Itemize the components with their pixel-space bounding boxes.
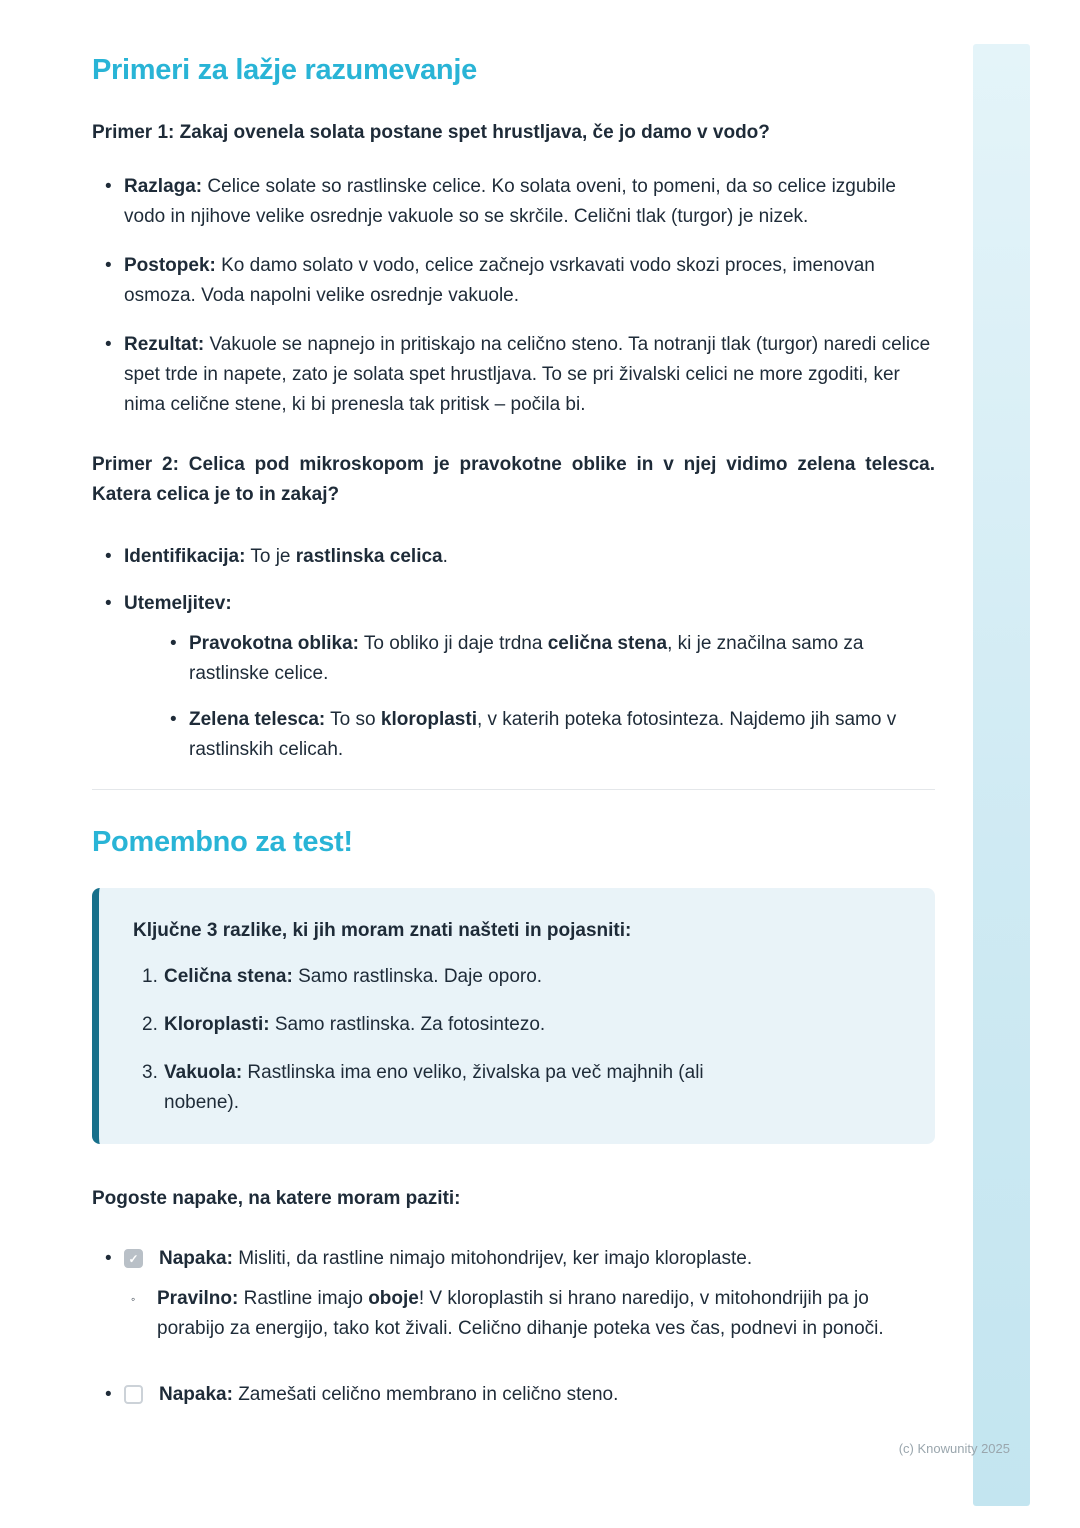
page-content xyxy=(92,0,935,1410)
mistake-text: Napaka: Zamešati celično membrano in celično steno. xyxy=(159,1384,619,1405)
list-item-text: Identifikacija: To je rastlinska celica. xyxy=(124,546,448,567)
example1-list xyxy=(92,172,935,420)
nested-list xyxy=(124,629,935,765)
footer-credit: (c) Knowunity 2025 xyxy=(898,1441,1010,1456)
list-item-text: Kloroplasti: Samo rastlinska. Za fotosintezo. xyxy=(164,1014,546,1035)
common-mistakes-heading: Pogoste napake, na katere moram paziti: xyxy=(92,1188,461,1209)
list-item-text: Zelena telesca: To so kloroplasti, v katerih poteka fotosinteza. Najdemo jih samo v rastlinskih celicah. xyxy=(189,709,897,760)
list-item xyxy=(92,172,935,232)
list-item-text: Rezultat: Vakuole se napnejo in pritiskajo na celično steno. Ta notranji tlak (turgor) naredi celice spet trde in napete, zato je solata spet hrustljava. To se pri živalski celici ne more zgoditi, ker nima celične stene, ki bi prenesla tak pritisk – počila bi. xyxy=(124,334,931,415)
list-item-text: Utemeljitev: xyxy=(124,593,232,614)
list-item-body xyxy=(124,589,935,765)
bullet-icon: • xyxy=(170,709,177,730)
nested-list-item xyxy=(157,705,935,765)
list-number: 2. xyxy=(142,1014,158,1035)
correction-row xyxy=(92,1284,935,1344)
list-number: 3. xyxy=(142,1062,158,1083)
bullet-icon: • xyxy=(105,1248,112,1269)
mistake-row xyxy=(92,1244,935,1274)
key-differences-callout xyxy=(92,888,935,1144)
mistake-row xyxy=(92,1380,935,1410)
example1-question: Primer 1: Zakaj ovenela solata postane spet hrustljava, če jo damo v vodo? xyxy=(92,122,770,143)
list-item-text: Pravokotna oblika: To obliko ji daje trdna celična stena, ki je značilna samo za rastlinske celice. xyxy=(189,633,864,684)
list-item xyxy=(92,330,935,420)
list-item xyxy=(92,251,935,311)
circle-bullet-icon: ◦ xyxy=(131,1292,136,1306)
bullet-icon: • xyxy=(105,334,112,355)
list-item-text: Vakuola: Rastlinska ima eno veliko, živalska pa več majhnih (ali nobene). xyxy=(164,1062,704,1113)
mistake-item xyxy=(92,1244,935,1344)
decorative-side-stripe xyxy=(973,44,1030,1506)
mistake-item xyxy=(92,1380,935,1410)
example2-question: Primer 2: Celica pod mikroskopom je pravokotne oblike in v njej vidimo zelena telesca. Katera celica je to in zakaj? xyxy=(92,454,935,505)
bullet-icon: • xyxy=(170,633,177,654)
correction-text: Pravilno: Rastline imajo oboje! V kloroplastih si hrano naredijo, v mitohondrijih pa jo porabijo za energijo, tako kot živali. Celično dihanje poteka ves čas, podnevi in ponoči. xyxy=(157,1288,884,1339)
mistakes-list xyxy=(92,1244,935,1410)
section-divider xyxy=(92,789,935,790)
nested-list-item xyxy=(157,629,935,689)
mistake-text: Napaka: Misliti, da rastline nimajo mitohondrijev, ker imajo kloroplaste. xyxy=(159,1248,753,1269)
list-item-text: Razlaga: Celice solate so rastlinske celice. Ko solata oveni, to pomeni, da so celice izgubile vodo in njihove velike osrednje vakuole so se skrčile. Celični tlak (turgor) je nizek. xyxy=(124,176,897,227)
list-item-text: Postopek: Ko damo solato v vodo, celice začnejo vsrkavati vodo skozi proces, imenovan osmoza. Voda napolni velike osrednje vakuole. xyxy=(124,255,875,306)
numbered-list-item xyxy=(133,962,895,992)
bullet-icon: • xyxy=(105,593,112,614)
list-item xyxy=(92,589,935,765)
section-title-examples: Primeri za lažje razumevanje xyxy=(92,54,477,86)
checkbox-icon[interactable] xyxy=(124,1249,143,1268)
callout-numbered-list xyxy=(133,962,895,1118)
bullet-icon: • xyxy=(105,1384,112,1405)
numbered-list-item xyxy=(133,1010,895,1040)
bullet-icon: • xyxy=(105,546,112,567)
bullet-icon: • xyxy=(105,255,112,276)
example2-list xyxy=(92,542,935,765)
list-item xyxy=(92,542,935,572)
numbered-list-item xyxy=(133,1058,895,1118)
list-number: 1. xyxy=(142,966,158,987)
list-item-text: Celična stena: Samo rastlinska. Daje oporo. xyxy=(164,966,543,987)
section-title-test: Pomembno za test! xyxy=(92,826,353,858)
check-icon: ✓ xyxy=(128,1251,139,1266)
callout-heading: Ključne 3 razlike, ki jih moram znati našteti in pojasniti: xyxy=(133,920,632,941)
checkbox-icon[interactable] xyxy=(124,1385,143,1404)
bullet-icon: • xyxy=(105,176,112,197)
